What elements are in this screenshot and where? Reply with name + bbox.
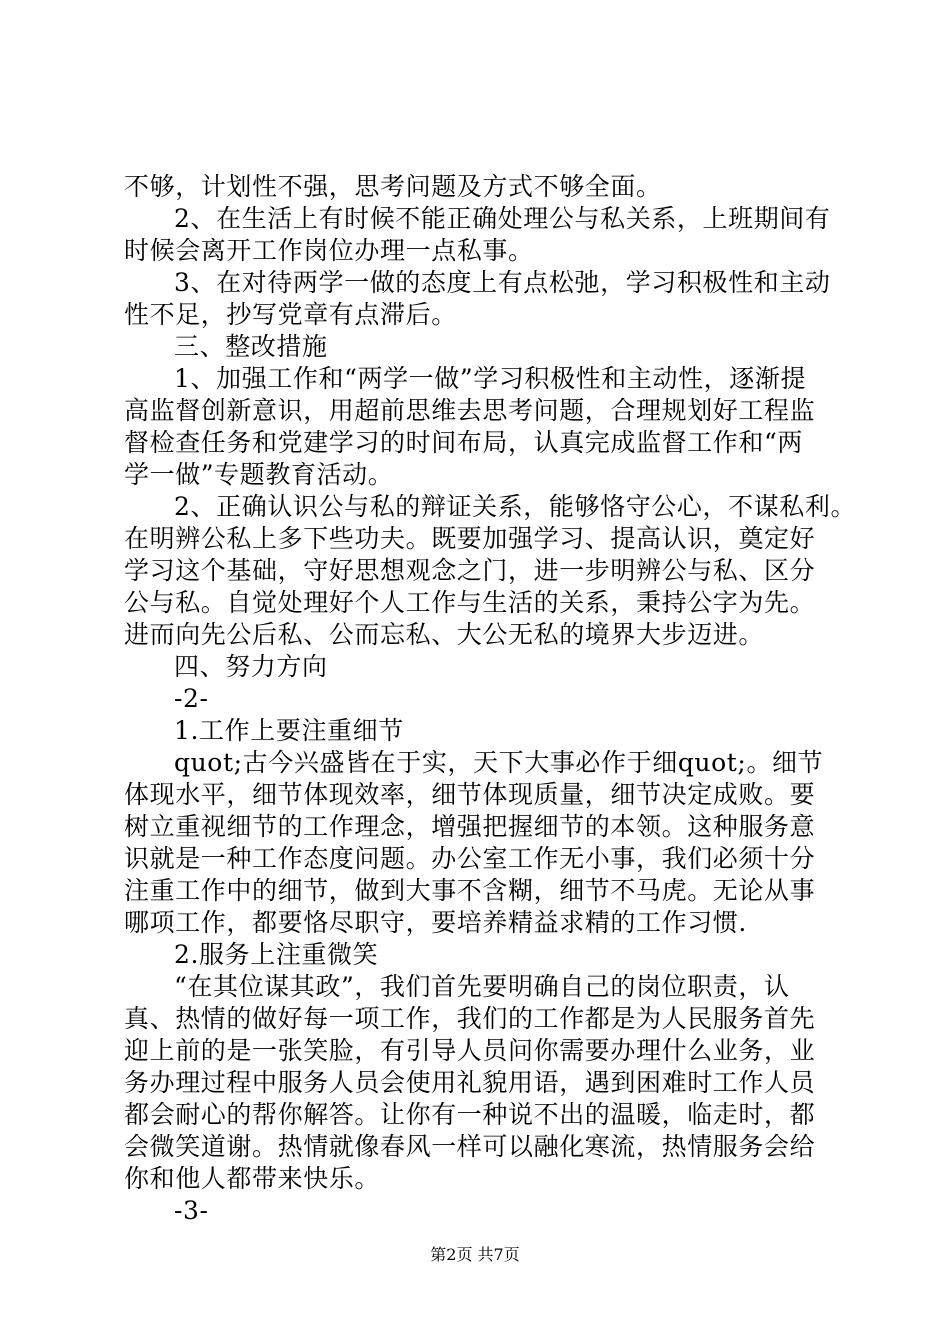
- text-line: 不够，计划性不强，思考问题及方式不够全面。: [124, 172, 662, 201]
- text-line: quot;古今兴盛皆在于实，天下大事必作于细quot;。细节: [174, 748, 824, 777]
- text-line: 学习这个基础，守好思想观念之门，进一步明辨公与私、区分: [124, 556, 816, 585]
- text-line: 2、正确认识公与私的辩证关系，能够恪守公心，不谋私利。: [174, 492, 857, 521]
- text-line: 进而向先公后私、公而忘私、大公无私的境界大步迈进。: [124, 620, 765, 649]
- text-line: 3、在对待两学一做的态度上有点松弛，学习积极性和主动: [174, 268, 831, 297]
- text-line: 真、热情的做好每一项工作，我们的工作都是为人民服务首先: [124, 1004, 816, 1033]
- text-line: 在明辨公私上多下些功夫。既要加强学习、提高认识，奠定好: [124, 524, 816, 553]
- text-line: -2-: [174, 684, 209, 713]
- page-indicator: 第2页 共7页: [430, 1245, 520, 1264]
- page-footer: [0, 1242, 950, 1265]
- text-line: 1、加强工作和“两学一做”学习积极性和主动性，逐渐提: [174, 364, 807, 393]
- text-line: 会微笑道谢。热情就像春风一样可以融化寒流，热情服务会给: [124, 1132, 816, 1161]
- text-line: 注重工作中的细节，做到大事不含糊，细节不马虎。无论从事: [124, 876, 816, 905]
- text-line: 督检查任务和党建学习的时间布局，认真完成监督工作和“两: [124, 428, 803, 457]
- text-line: 你和他人都带来快乐。: [124, 1164, 381, 1193]
- text-line: 性不足，抄写党章有点滞后。: [124, 300, 457, 329]
- text-line: 学一做”专题教育活动。: [124, 460, 394, 489]
- text-line: 三、整改措施: [174, 332, 328, 361]
- document-body: [124, 171, 857, 1227]
- text-line: “在其位谋其政”，我们首先要明确自己的岗位职责，认: [174, 972, 790, 1001]
- text-line: 时候会离开工作岗位办理一点私事。: [124, 236, 534, 265]
- text-line: 迎上前的是一张笑脸，有引导人员问你需要办理什么业务，业: [124, 1036, 816, 1065]
- text-line: 都会耐心的帮你解答。让你有一种说不出的温暖，临走时，都: [124, 1100, 816, 1129]
- text-line: 公与私。自觉处理好个人工作与生活的关系，秉持公字为先。: [124, 588, 816, 617]
- text-line: 体现水平，细节体现效率，细节体现质量，细节决定成败。要: [124, 780, 816, 809]
- text-line: 1.工作上要注重细节: [174, 716, 404, 745]
- text-line: 哪项工作，都要恪尽职守，要培养精益求精的工作习惯.: [124, 908, 747, 937]
- text-line: 树立重视细节的工作理念，增强把握细节的本领。这种服务意: [124, 812, 816, 841]
- text-line: 高监督创新意识，用超前思维去思考问题，合理规划好工程监: [124, 396, 816, 425]
- text-line: -3-: [174, 1196, 209, 1225]
- text-line: 务办理过程中服务人员会使用礼貌用语，遇到困难时工作人员: [124, 1068, 816, 1097]
- text-line: 四、努力方向: [174, 652, 328, 681]
- text-line: 2、在生活上有时候不能正确处理公与私关系，上班期间有: [174, 204, 831, 233]
- text-line: 识就是一种工作态度问题。办公室工作无小事，我们必须十分: [124, 844, 816, 873]
- text-line: 2.服务上注重微笑: [174, 940, 379, 969]
